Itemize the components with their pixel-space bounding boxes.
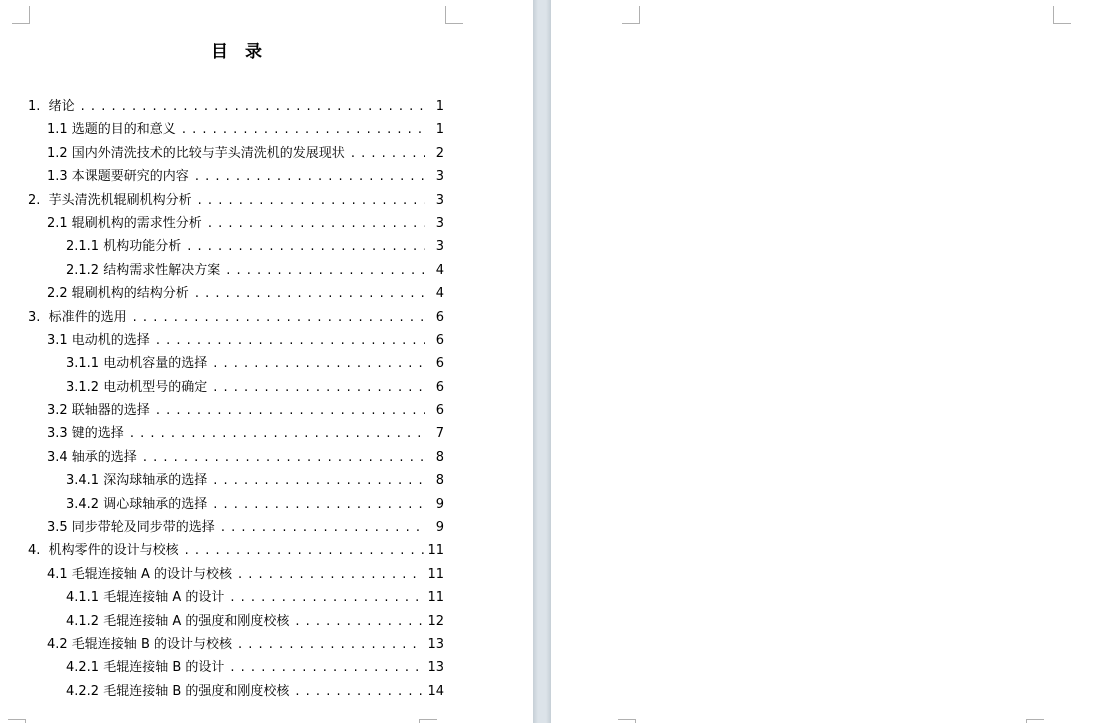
dot-leader: [156, 329, 425, 352]
dot-leader: [213, 352, 425, 375]
toc-entry-label: 3.4.1 深沟球轴承的选择: [66, 473, 208, 489]
dot-leader: [230, 586, 424, 609]
toc-entry-label: 2. 芋头清洗机辊刷机构分析: [28, 192, 192, 208]
dot-leader: [133, 306, 425, 329]
toc-entry-page-number: 3: [435, 169, 444, 185]
dot-leader: [238, 563, 424, 586]
toc-entry-label: 2.1 辊刷机构的需求性分析: [47, 215, 202, 231]
toc-entry[interactable]: [28, 563, 444, 586]
toc-entry-page-number: 4: [435, 286, 444, 302]
document-page-1[interactable]: [0, 0, 533, 723]
toc-list-page-1[interactable]: [28, 95, 444, 703]
toc-entry-page-number: 3: [435, 192, 444, 208]
toc-entry-label: 3.4 轴承的选择: [47, 449, 137, 465]
toc-entry-page-number: 11: [427, 566, 444, 582]
dot-leader: [156, 399, 425, 422]
toc-entry[interactable]: [28, 446, 444, 469]
toc-entry-label: 2.1.1 机构功能分析: [66, 239, 182, 255]
toc-entry[interactable]: [28, 539, 444, 562]
toc-entry-page-number: 6: [435, 379, 444, 395]
dot-leader: [182, 118, 425, 141]
toc-entry-label: 1.3 本课题要研究的内容: [47, 169, 189, 185]
toc-entry-label: 4.2.1 毛辊连接轴 B 的设计: [66, 660, 225, 676]
toc-entry[interactable]: [28, 329, 444, 352]
toc-entry-page-number: 9: [435, 520, 444, 536]
dot-leader: [195, 282, 425, 305]
dot-leader: [198, 189, 425, 212]
dot-leader: [226, 259, 425, 282]
text-boundary-mark-top-left-page-1: [12, 6, 30, 24]
toc-entry[interactable]: [28, 212, 444, 235]
toc-entry[interactable]: [28, 586, 444, 609]
toc-entry-label: 3.1.2 电动机型号的确定: [66, 379, 208, 395]
toc-entry[interactable]: [28, 282, 444, 305]
toc-entry-label: 1.1 选题的目的和意义: [47, 122, 176, 138]
dot-leader: [185, 539, 425, 562]
text-boundary-mark-bottom-left-page-1: [8, 719, 26, 723]
toc-entry[interactable]: [28, 165, 444, 188]
toc-entry[interactable]: [28, 259, 444, 282]
toc-entry-page-number: 8: [435, 449, 444, 465]
toc-entry-page-number: 6: [435, 309, 444, 325]
dot-leader: [187, 235, 425, 258]
toc-entry-page-number: 7: [435, 426, 444, 442]
toc-entry-page-number: 12: [427, 613, 444, 629]
toc-entry[interactable]: [28, 118, 444, 141]
toc-entry-page-number: 1: [435, 99, 444, 114]
dot-leader: [213, 493, 425, 516]
page-gap-divider: [533, 0, 551, 723]
dot-leader: [208, 212, 425, 235]
dot-leader: [195, 165, 425, 188]
toc-entry-page-number: 6: [435, 403, 444, 419]
dot-leader: [213, 376, 425, 399]
toc-entry[interactable]: [28, 493, 444, 516]
toc-entry-page-number: 13: [427, 660, 444, 676]
toc-entry[interactable]: [28, 399, 444, 422]
dot-leader: [143, 446, 425, 469]
toc-entry-page-number: 3: [435, 239, 444, 255]
dot-leader: [130, 422, 425, 445]
toc-entry-label: 4.2 毛辊连接轴 B 的设计与校核: [47, 636, 232, 652]
toc-entry[interactable]: [28, 422, 444, 445]
dot-leader: [81, 95, 425, 118]
toc-entry-label: 2.2 辊刷机构的结构分析: [47, 286, 189, 302]
toc-entry-label: 3. 标准件的选用: [28, 309, 127, 325]
toc-entry-label: 4.1 毛辊连接轴 A 的设计与校核: [47, 566, 232, 582]
toc-entry-page-number: 13: [427, 636, 444, 652]
toc-entry-label: 4.1.2 毛辊连接轴 A 的强度和刚度校核: [66, 613, 290, 629]
document-page-2[interactable]: [551, 0, 1099, 723]
toc-entry[interactable]: [28, 235, 444, 258]
toc-entry[interactable]: [28, 680, 444, 703]
toc-entry[interactable]: [28, 516, 444, 539]
toc-entry[interactable]: [28, 656, 444, 679]
toc-entry-page-number: 14: [427, 683, 444, 699]
toc-entry[interactable]: [28, 633, 444, 656]
toc-entry-label: 3.2 联轴器的选择: [47, 403, 150, 419]
toc-entry[interactable]: [28, 189, 444, 212]
toc-entry-page-number: 9: [435, 496, 444, 512]
toc-entry[interactable]: [28, 142, 444, 165]
toc-entry-label: 1. 绪论: [28, 99, 75, 114]
toc-entry-label: 3.1 电动机的选择: [47, 332, 150, 348]
dot-leader: [351, 142, 425, 165]
toc-entry-label: 2.1.2 结构需求性解决方案: [66, 262, 221, 278]
text-boundary-mark-top-right-page-2: [1053, 6, 1071, 24]
text-boundary-mark-bottom-right-page-2: [1026, 719, 1044, 723]
toc-entry[interactable]: [28, 469, 444, 492]
dot-leader: [213, 469, 425, 492]
toc-entry-page-number: 3: [435, 215, 444, 231]
toc-entry[interactable]: [28, 95, 444, 118]
text-boundary-mark-bottom-right-page-1: [419, 719, 437, 723]
toc-entry-page-number: 2: [435, 145, 444, 161]
dot-leader: [295, 610, 424, 633]
dot-leader: [295, 680, 424, 703]
text-boundary-mark-top-left-page-2: [622, 6, 640, 24]
toc-entry-page-number: 4: [435, 262, 444, 278]
dot-leader: [230, 656, 424, 679]
text-boundary-mark-bottom-left-page-2: [618, 719, 636, 723]
toc-entry-label: 3.1.1 电动机容量的选择: [66, 356, 208, 372]
toc-entry-page-number: 6: [435, 332, 444, 348]
toc-entry-page-number: 11: [427, 590, 444, 606]
toc-title: 目 录: [211, 42, 262, 62]
toc-entry-page-number: 6: [435, 356, 444, 372]
toc-entry-label: 4.1.1 毛辊连接轴 A 的设计: [66, 590, 225, 606]
text-boundary-mark-top-right-page-1: [445, 6, 463, 24]
toc-entry[interactable]: [28, 352, 444, 375]
toc-entry-label: 4.2.2 毛辊连接轴 B 的强度和刚度校核: [66, 683, 290, 699]
toc-entry[interactable]: [28, 376, 444, 399]
toc-entry[interactable]: [28, 306, 444, 329]
dot-leader: [238, 633, 424, 656]
dot-leader: [221, 516, 425, 539]
toc-entry-label: 1.2 国内外清洗技术的比较与芋头清洗机的发展现状: [47, 145, 345, 161]
toc-entry-label: 3.4.2 调心球轴承的选择: [66, 496, 208, 512]
toc-entry-label: 3.3 键的选择: [47, 426, 124, 442]
toc-entry-label: 3.5 同步带轮及同步带的选择: [47, 520, 215, 536]
toc-entry-page-number: 8: [435, 473, 444, 489]
toc-entry[interactable]: [28, 610, 444, 633]
toc-entry-label: 4. 机构零件的设计与校核: [28, 543, 179, 559]
toc-entry-page-number: 11: [427, 543, 444, 559]
toc-entry-page-number: 1: [435, 122, 444, 138]
